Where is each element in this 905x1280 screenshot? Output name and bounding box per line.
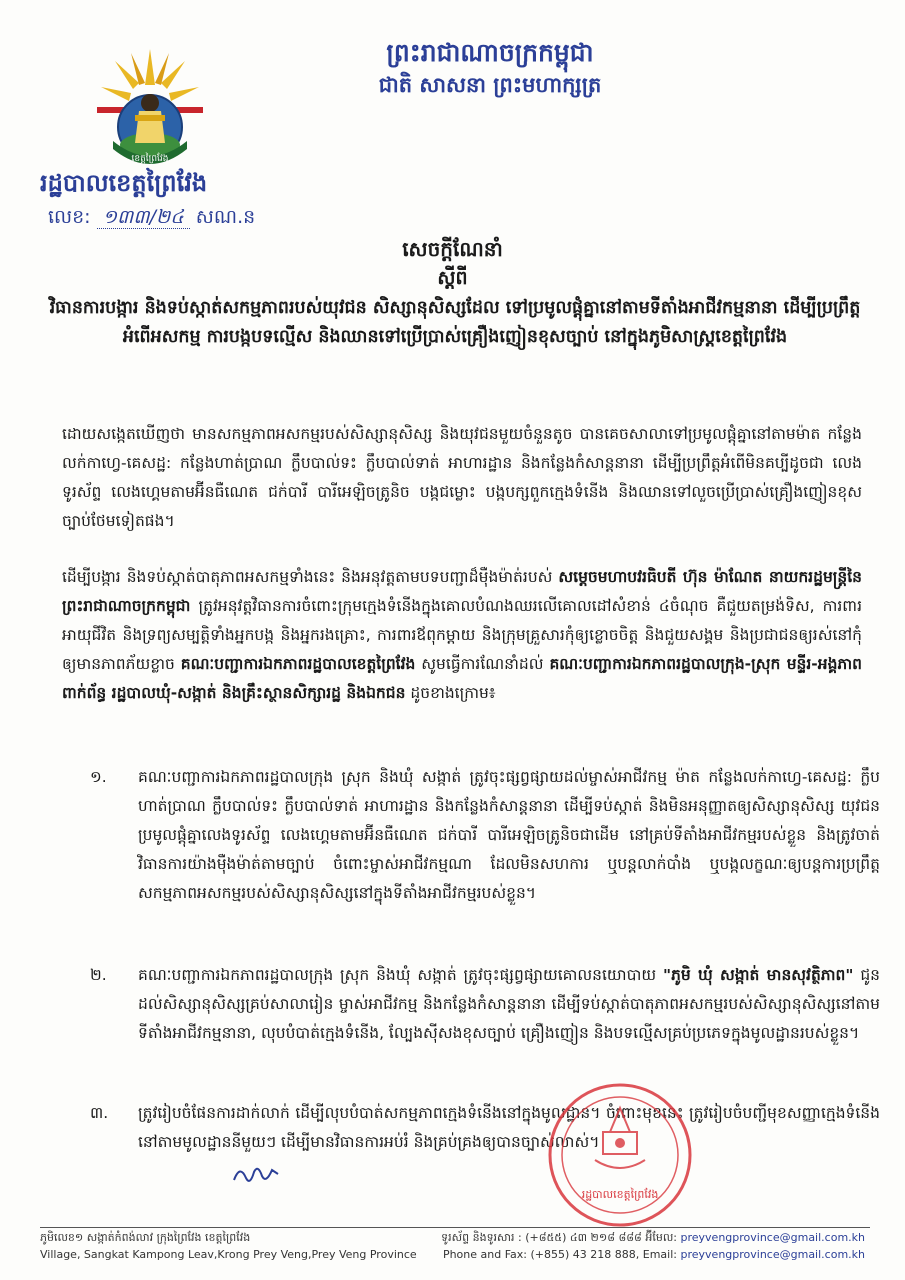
footer-contact-km: [441, 1231, 865, 1247]
national-motto: ជាតិ សាសនា ព្រះមហាក្សត្រ: [378, 73, 602, 97]
prime-minister-name: សម្តេចមហាបវរធិបតី ហ៊ុន ម៉ាណែត នាយករដ្ឋមន្ត្រីនៃព្រះរាជាណាចក្រកម្ពុជា: [62, 568, 862, 615]
seal-text: រដ្ឋបាលខេត្តព្រៃវែង: [581, 1188, 659, 1201]
seal-emblem-icon: [595, 1108, 645, 1168]
official-seal: [545, 1080, 695, 1230]
ref-label: លេខ:: [48, 206, 91, 228]
ref-suffix: សណ.ន: [195, 206, 256, 228]
item-text: គណៈបញ្ជាការឯកភាពរដ្ឋបាលក្រុង ស្រុក និងឃុំ សង្កាត់ ត្រូវចុះផ្សព្វផ្សាយដល់ម្ចាស់អាជីវកម្ម ម៉ាត កន្លែងលក់កាហ្វេ-គេសដ្ឋ: ក្លឹបហាត់ប្រាណ ក្លឹបបាល់ទះ ក្លឹបបាល់ទាត់ អាហារដ្ឋាន និងកន្លែងកំសាន្តនានា ដើម្បីទប់ស្កាត់ និងមិនអនុញ្ញាតឲ្យសិស្សានុសិស្ស យុវជន ប្រមូលផ្តុំគ្នាលេងទូរស័ព្ទ លេងហ្គេមតាមអ៊ីនធឺណេត ជក់បារី បារីអេឡិចត្រូនិចជាដើម នៅគ្រប់ទីតាំងអាជីវកម្មរបស់ខ្លួន និងត្រូវចាត់វិធានការយ៉ាងម៉ឺងម៉ាត់តាមច្បាប់ ចំពោះម្ចាស់អាជីវកម្មណា ដែលមិនសហការ ឬបន្តលាក់បាំង ឬបង្កលក្ខណៈឲ្យបន្តការប្រព្រឹត្តសកម្មភាពអសកម្មរបស់សិស្សានុសិស្សនៅក្នុងទីតាំងអាជីវកម្មរបស់ខ្លួន។: [138, 768, 880, 902]
logo-caption: ខេត្តព្រៃវែង: [131, 154, 169, 164]
directive-goals: ត្រូវអនុវត្តវិធានការចំពោះក្រុមក្មេងទំនើងក្នុងគោលបំណងឈរលើគោលដៅសំខាន់ ៤ចំណុច គឺជួយតម្រង់ទិស, ការពារអាយុជីវិត និងទ្រព្យសម្បត្តិទាំងអ្នកបង្ក និងអ្នករងគ្រោះ, ការពារឪពុកម្តាយ និងក្រុមគ្រួសារកុំឲ្យខ្លោចចិត្ត និងជួយសង្គម និងប្រជាជនឲ្យរស់នៅកុំឲ្យមានភាពភ័យខ្លាច: [62, 597, 862, 673]
list-item: [90, 763, 880, 908]
list-item: [90, 1099, 880, 1157]
document-subject: វិធានការបង្ការ និងទប់ស្កាត់សកម្មភាពរបស់យុវជន សិស្សានុសិស្សដែល ទៅប្រមូលផ្តុំគ្នានៅតាមទីតាំងអាជីវកម្មនានា ដើម្បីប្រព្រឹត្តអំពើអសកម្ម ការបង្កបទល្មើស និងឈានទៅប្រើប្រាស់គ្រឿងញៀនខុសច្បាប់ នៅក្នុងភូមិសាស្ត្រខេត្តព្រៃវែង: [49, 298, 861, 347]
document-type: សេចក្តីណែនាំ: [402, 237, 503, 261]
kingdom-title: ព្រះរាជាណាចក្រកម្ពុជា: [386, 38, 594, 67]
footer-contact-en: [443, 1248, 865, 1261]
directive-targets: គណៈបញ្ជាការឯកភាពរដ្ឋបាលក្រុង-ស្រុក មន្ទីរ-អង្គភាពពាក់ព័ន្ធ រដ្ឋបាលឃុំ-សង្កាត់ និងគ្រឹះស្ថានសិក្សារដ្ឋ និងឯកជន: [62, 655, 863, 702]
item-text-start: គណៈបញ្ជាការឯកភាពរដ្ឋបាលក្រុង ស្រុក និងឃុំ សង្កាត់ ត្រូវចុះផ្សព្វផ្សាយគោលនយោបាយ: [138, 966, 657, 984]
paragraph-directive: [62, 563, 862, 708]
item-number: ៣.: [90, 1104, 109, 1122]
email-link[interactable]: preyvengprovince@gmail.com.kh: [680, 1231, 865, 1244]
footer-address-en: Village, Sangkat Kampong Leav,Krong Prey Veng,Prey Veng Province: [40, 1248, 417, 1261]
phone-value-en: (+855) 43 218 888,: [530, 1248, 640, 1261]
paragraph-observation: ដោយសង្កេតឃើញថា មានសកម្មភាពអសកម្មរបស់សិស្សានុសិស្ស និងយុវជនមួយចំនួនតូច បានគេចសាលាទៅប្រមូលផ្តុំគ្នានៅតាមម៉ាត កន្លែងលក់កាហ្វេ-គេសដ្ឋ: កន្លែងហាត់ប្រាណ ក្លឹបបាល់ទះ ក្លឹបបាល់ទាត់ អាហារដ្ឋាន និងកន្លែងកំសាន្តនានា ដើម្បីប្រព្រឹត្តអំពើមិនគប្បីដូចជា លេងទូរស័ព្ទ លេងហ្គេមតាមអ៊ីនធឺណេត ជក់បារី បារីអេឡិចត្រូនិច បង្កជម្លោះ បង្កបក្សពួកក្មេងទំនើង និងឈានទៅលួចប្រើប្រាស់គ្រឿងញៀនខុសច្បាប់ថែមទៀតផង។: [62, 425, 862, 530]
phone-value-km: (+៨៥៥) ៤៣ ២១៨ ៨៨៨: [525, 1231, 642, 1244]
reference-number: [48, 205, 255, 233]
directive-close: ដូចខាងក្រោម៖: [410, 684, 496, 702]
item-number: ១.: [90, 768, 107, 786]
directive-intro: ដើម្បីបង្ការ និងទប់ស្កាត់បាតុភាពអសកម្មទាំងនេះ និងអនុវត្តតាមបទបញ្ជាដ៏ម៉ឺងម៉ាត់របស់: [62, 568, 553, 586]
item-number: ២.: [90, 966, 107, 984]
email-label-en: Email:: [642, 1248, 677, 1261]
phone-label-km: ទូរស័ព្ទ និងទូរសារ :: [441, 1231, 522, 1244]
handwritten-signature: [232, 1162, 280, 1188]
email-label-km: អ៊ីមែល:: [645, 1231, 677, 1244]
email-link[interactable]: preyvengprovince@gmail.com.kh: [680, 1248, 865, 1261]
document-about: ស្តីពី: [437, 267, 468, 289]
list-item: [90, 961, 880, 1048]
footer-address-km: ភូមិលេខ១ សង្កាត់កំពង់លាវ ក្រុងព្រៃវែង ខេត្តព្រៃវែង: [40, 1231, 251, 1244]
sun-rays-icon: [101, 49, 199, 101]
item-text-end: ជូនដល់សិស្សានុសិស្សគ្រប់សាលារៀន ម្ចាស់អាជីវកម្ម និងកន្លែងកំសាន្តនានា ដើម្បីទប់ស្កាត់បាតុភាពអសកម្មរបស់សិស្សានុសិស្សនៅតាមទីតាំងអាជីវកម្មនានា, លុបបំបាត់ក្មេងទំនើង, ល្បែងស៊ីសងខុសច្បាប់ គ្រឿងញៀន និងបទល្មើសគ្រប់ប្រភេទក្នុងមូលដ្ឋានរបស់ខ្លួន។: [138, 966, 880, 1042]
item-text: ត្រូវរៀបចំផែនការដាក់លាក់ ដើម្បីលុបបំបាត់សកម្មភាពក្មេងទំនើងនៅក្នុងមូលដ្ឋាន។ ចំពោះមុខនេះ ត្រូវរៀបចំបញ្ជីមុខសញ្ញាក្មេងទំនើងនៅតាមមូលដ្ឋាននីមួយៗ ដើម្បីមានវិធានការអប់រំ និងគ្រប់គ្រងឲ្យបានច្បាស់លាស់។: [138, 1104, 880, 1151]
safe-village-policy: "ភូមិ ឃុំ សង្កាត់ មានសុវត្ថិភាព": [662, 966, 854, 984]
provincial-committee: គណៈបញ្ជាការឯកភាពរដ្ឋបាលខេត្តព្រៃវែង: [180, 655, 416, 673]
footer-divider: [40, 1227, 870, 1228]
provincial-administration-name: រដ្ឋបាលខេត្តព្រៃវែង: [40, 169, 208, 197]
item-text: [138, 961, 880, 1048]
prey-veng-province-logo: [95, 45, 205, 173]
phone-label-en: Phone and Fax:: [442, 1248, 527, 1261]
ref-number: ១៣៣/២៤: [97, 206, 190, 229]
directive-request: សូមធ្វើការណែនាំដល់: [421, 655, 544, 673]
